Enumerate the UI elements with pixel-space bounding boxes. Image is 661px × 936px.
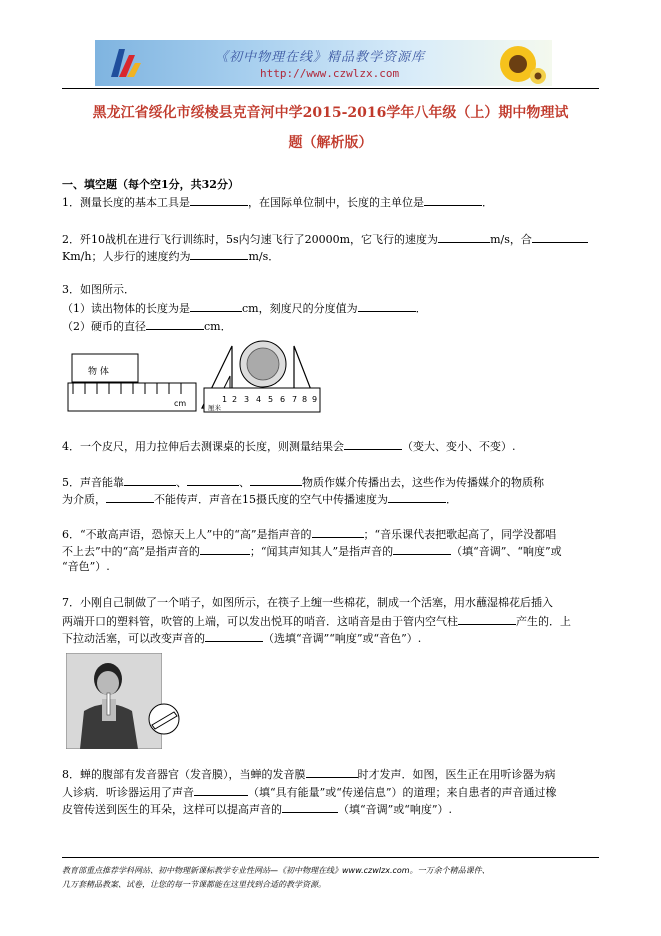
q8-blank-3[interactable] — [282, 801, 338, 813]
q2-blank-2[interactable] — [532, 231, 588, 243]
ruler-unit-cm: cm — [174, 399, 187, 408]
q5-blank-5[interactable] — [388, 491, 446, 503]
ruler-figure — [66, 336, 322, 418]
q5-text-g: ． — [446, 493, 457, 506]
q7-text-a: 两端开口的塑料管，吹管的上端，可以发出悦耳的哨音．这哨音是由于管内空气柱 — [62, 615, 458, 628]
q5-blank-4[interactable] — [106, 491, 154, 503]
question-6-line-3: “音色”）. — [62, 560, 110, 573]
q6-text-e: （填“音调”、“响度”或 — [451, 545, 562, 558]
q2-text-a: 2．歼10战机在进行飞行训练时，5s内匀速飞行了20000m，它飞行的速度为 — [62, 233, 439, 246]
whistle-sketch — [144, 703, 184, 735]
q3-p2-text-b: cm． — [204, 320, 232, 333]
q5-text-b: 、 — [176, 476, 187, 489]
q8-text-b: 时才发声．如图，医生正在用听诊器为病 — [357, 768, 556, 781]
q6-blank-3[interactable] — [393, 543, 451, 555]
q5-text-c: 、 — [239, 476, 250, 489]
q2-text-c: Km/h；人步行的速度约为 — [62, 250, 191, 263]
question-1 — [62, 194, 493, 210]
site-logo-icon — [105, 43, 145, 83]
banner-url[interactable]: http://www.czwlzx.com — [260, 67, 400, 80]
q3-p2-text-a: （2）硬币的直径 — [62, 320, 146, 333]
q2-blank-3[interactable] — [190, 248, 248, 260]
q5-blank-2[interactable] — [187, 474, 239, 486]
sunflower-icon — [488, 42, 548, 86]
q5-text-e: 为介质， — [62, 493, 106, 506]
tick-label: 2 — [232, 395, 238, 404]
ruler-right-labels — [222, 395, 317, 404]
banner-title: 《初中物理在线》精品教学资源库 — [215, 50, 426, 65]
q7-blank-1[interactable] — [458, 613, 516, 625]
q4-blank-1[interactable] — [344, 438, 402, 450]
question-5-line-1 — [62, 474, 544, 490]
q3-blank-1[interactable] — [190, 300, 242, 312]
page-title-cont: 题（解析版） — [288, 135, 373, 151]
question-2-line-2 — [62, 248, 279, 264]
q2-text-b: m/s，合 — [490, 233, 532, 246]
question-7-line-3 — [62, 630, 421, 646]
tick-label: 6 — [280, 395, 286, 404]
q7-text-d: （选填“音调”“响度”或“音色”）. — [263, 632, 422, 645]
question-5-line-2 — [62, 491, 457, 507]
q6-text-c: 不上去”中的“高”是指声音的 — [62, 545, 200, 558]
footer-line-2: 几万套精品教案、试卷，让您的每一节课都能在这里找到合适的教学资源。 — [62, 880, 326, 889]
q8-text-d: （填“具有能量”或“传递信息”）的道理；来自患者的声音通过橡 — [248, 786, 557, 799]
q5-blank-1[interactable] — [124, 474, 176, 486]
tick-label: 4 — [256, 395, 262, 404]
question-2-line-1 — [62, 231, 588, 247]
object-label: 物 体 — [88, 367, 109, 377]
header-rule — [62, 88, 599, 89]
q3-p1-text-a: （1）读出物体的长度为是 — [62, 302, 190, 315]
q6-blank-1[interactable] — [312, 526, 364, 538]
q3-p1-text-c: ． — [415, 302, 427, 315]
q2-blank-1[interactable] — [438, 231, 490, 243]
question-6-line-2 — [62, 543, 562, 559]
whistle-tube — [107, 693, 110, 715]
q1-text-a: 1．测量长度的基本工具是 — [62, 196, 190, 209]
question-7-line-1: 7．小刚自己制做了一个哨子，如图所示，在筷子上缠一些棉花，制成一个活塞，用水蘸湿棉花后插入 — [62, 596, 553, 609]
tick-label: 7 — [292, 395, 298, 404]
q5-text-f: 不能传声．声音在15摄氏度的空气中传播速度为 — [154, 493, 388, 506]
q6-text-a: 6．“不敢高声语，恐惊天上人”中的“高”是指声音的 — [62, 528, 312, 541]
footer-line-1: 教育部重点推荐学科网站、初中物理新课标教学专业性网站—《初中物理在线》www.czwlzx.com。一万余个精品课件、 — [62, 866, 490, 875]
q8-text-c: 人诊病．听诊器运用了声音 — [62, 786, 194, 799]
section-heading: 一、填空题（每个空1分，共32分） — [62, 178, 239, 191]
q7-text-b: 产生的．上 — [516, 615, 571, 628]
question-6-line-1 — [62, 526, 556, 542]
q1-blank-1[interactable] — [190, 194, 248, 206]
q7-text-c: 下拉动活塞，可以改变声音的 — [62, 632, 205, 645]
question-7-line-2 — [62, 613, 571, 629]
tick-label: 3 — [244, 395, 250, 404]
question-8-line-1 — [62, 766, 556, 782]
q8-text-f: （填“音调”或“响度”）. — [338, 803, 452, 816]
page-title: 黑龙江省绥化市绥棱县克音河中学2015-2016学年八年级（上）期中物理试 — [92, 105, 569, 121]
question-3-intro: 3．如图所示． — [62, 283, 135, 296]
q3-blank-2[interactable] — [358, 300, 416, 312]
question-3-part-1 — [62, 300, 427, 316]
q6-text-b: ；“音乐课代表把歌起高了，同学没都唱 — [363, 528, 557, 541]
q6-text-d: ；“闻其声知其人”是指声音的 — [249, 545, 394, 558]
q8-blank-1[interactable] — [306, 766, 358, 778]
header-banner — [95, 40, 552, 86]
q1-blank-2[interactable] — [424, 194, 482, 206]
question-8-line-3 — [62, 801, 452, 817]
tick-label: 9 — [312, 395, 318, 404]
q4-text-a: 4．一个皮尺，用力拉伸后去测课桌的长度，则测量结果会 — [62, 440, 344, 453]
boy-face — [97, 671, 119, 695]
tick-label: 5 — [268, 395, 274, 404]
q5-blank-3[interactable] — [250, 474, 302, 486]
q5-text-a: 5．声音能靠 — [62, 476, 124, 489]
coin-center — [247, 348, 279, 380]
q2-text-d: m/s． — [248, 250, 280, 263]
q6-blank-2[interactable] — [200, 543, 250, 555]
q5-text-d: 物质作媒介传播出去，这些作为传播媒介的物质称 — [302, 476, 544, 489]
q8-text-a: 8．蝉的腹部有发音器官（发音膜），当蝉的发音膜 — [62, 768, 306, 781]
q4-text-b: （变大、变小、不变）. — [402, 440, 516, 453]
tick-label: 8 — [302, 395, 308, 404]
q1-text-c: ． — [482, 196, 493, 209]
question-3-part-2 — [62, 318, 232, 334]
question-8-line-2 — [62, 784, 557, 800]
question-4 — [62, 438, 516, 454]
q8-blank-2[interactable] — [194, 784, 248, 796]
q8-text-e: 皮管传送到医生的耳朵，这样可以提高声音的 — [62, 803, 282, 816]
tick-label: 1 — [222, 395, 228, 404]
q3-p1-text-b: cm，刻度尺的分度值为 — [242, 302, 358, 315]
q3-blank-3[interactable] — [146, 318, 204, 330]
q7-blank-2[interactable] — [205, 630, 263, 642]
footer-rule — [62, 857, 599, 858]
q1-text-b: ，在国际单位制中，长度的主单位是 — [248, 196, 424, 209]
ruler-unit-mm: 厘米 — [208, 404, 221, 412]
